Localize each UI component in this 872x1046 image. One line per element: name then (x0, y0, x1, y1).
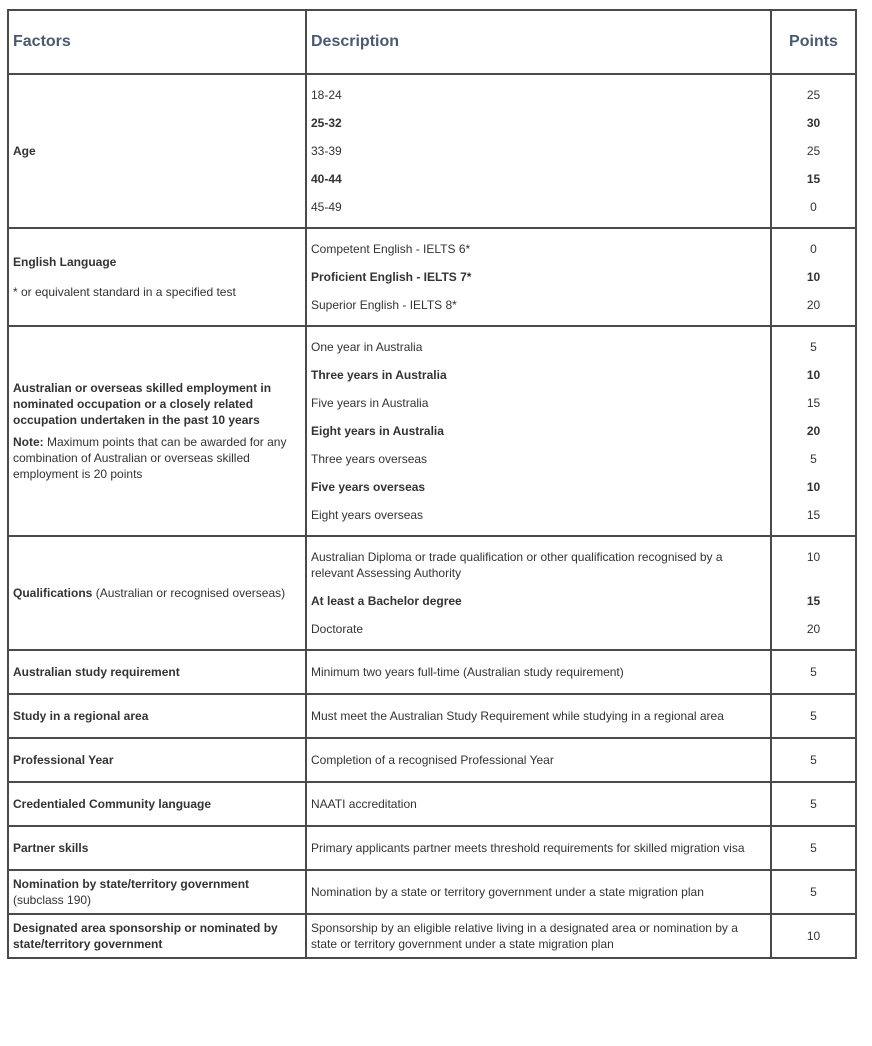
factor-title: Australian or overseas skilled employment in nominated occupation or a closely related occupation undertaken in the past 10 years (13, 381, 272, 427)
desc-line: 33-39 (311, 144, 342, 158)
desc-text: Completion of a recognised Professional Year (306, 738, 771, 782)
row-employment (8, 326, 856, 536)
row-professional-year (8, 738, 856, 782)
points-value: 5 (810, 452, 817, 466)
desc-text: Minimum two years full-time (Australian study requirement) (306, 650, 771, 694)
row-study-requirement (8, 650, 856, 694)
desc-line: 18-24 (311, 88, 342, 102)
points-qualifications (771, 536, 856, 650)
desc-text: Must meet the Australian Study Requirement while studying in a regional area (306, 694, 771, 738)
desc-line: Australian Diploma or trade qualification or other qualification recognised by a relevant Assessing Authority (311, 550, 723, 580)
desc-line: Five years in Australia (311, 396, 429, 410)
points-value: 10 (806, 550, 821, 564)
factor-title: Nomination by state/territory government (13, 877, 250, 891)
desc-qualifications (306, 536, 771, 650)
factor-label: Partner skills (8, 826, 306, 870)
desc-text: Sponsorship by an eligible relative living in a designated area or nomination by a state or territory government under a state migration plan (306, 914, 771, 958)
factor-english (8, 228, 306, 326)
note-text: Maximum points that can be awarded for any combination of Australian or overseas skilled employment is 20 points (13, 435, 287, 481)
points-value: 20 (806, 622, 821, 636)
desc-text: NAATI accreditation (306, 782, 771, 826)
row-nomination (8, 870, 856, 914)
factor-label: Designated area sponsorship or nominated by state/territory government (8, 914, 306, 958)
points-table (7, 9, 857, 959)
desc-line: Eight years overseas (311, 508, 424, 522)
points-value: 10 (771, 914, 856, 958)
factor-suffix: (subclass 190) (13, 893, 92, 907)
header-factors: Factors (8, 10, 306, 74)
desc-line: Three years overseas (311, 452, 428, 466)
desc-age (306, 74, 771, 228)
row-qualifications (8, 536, 856, 650)
desc-employment (306, 326, 771, 536)
points-value: 5 (810, 340, 817, 354)
desc-line: At least a Bachelor degree (311, 594, 462, 608)
points-value: 10 (806, 480, 821, 494)
row-partner-skills (8, 826, 856, 870)
factor-label: Australian study requirement (8, 650, 306, 694)
points-value: 10 (806, 270, 821, 284)
points-value: 10 (806, 368, 821, 382)
desc-line: Superior English - IELTS 8* (311, 298, 457, 312)
factor-title: Qualifications (13, 586, 93, 600)
points-value: 15 (806, 396, 821, 410)
desc-line: Competent English - IELTS 6* (311, 242, 471, 256)
points-value: 15 (806, 594, 821, 608)
desc-line: One year in Australia (311, 340, 423, 354)
points-value: 0 (810, 242, 817, 256)
points-value: 20 (806, 424, 821, 438)
factor-employment (8, 326, 306, 536)
points-employment (771, 326, 856, 536)
header-points: Points (771, 10, 856, 74)
factor-label: Credentialed Community language (8, 782, 306, 826)
row-community-language (8, 782, 856, 826)
factor-note: * or equivalent standard in a specified test (13, 285, 236, 299)
points-value: 25 (806, 144, 821, 158)
factor-title: English Language (13, 255, 117, 269)
points-value: 15 (806, 172, 821, 186)
desc-line: Five years overseas (311, 480, 426, 494)
header-row (8, 10, 856, 74)
factor-label: Professional Year (8, 738, 306, 782)
header-description: Description (306, 10, 771, 74)
factor-suffix: (Australian or recognised overseas) (95, 586, 286, 600)
points-age (771, 74, 856, 228)
desc-line: 40-44 (311, 172, 342, 186)
row-age (8, 74, 856, 228)
points-value: 20 (806, 298, 821, 312)
factor-label: Study in a regional area (8, 694, 306, 738)
points-value: 5 (771, 782, 856, 826)
desc-line: Doctorate (311, 622, 364, 636)
row-english (8, 228, 856, 326)
factor-qualifications (8, 536, 306, 650)
points-value: 5 (771, 738, 856, 782)
factor-age: Age (8, 74, 306, 228)
points-english (771, 228, 856, 326)
factor-nomination (8, 870, 306, 914)
points-value: 5 (771, 826, 856, 870)
desc-text: Primary applicants partner meets threshold requirements for skilled migration visa (306, 826, 771, 870)
points-value: 5 (771, 870, 856, 914)
desc-line: 45-49 (311, 200, 342, 214)
note-label: Note: (13, 435, 44, 449)
row-designated-area (8, 914, 856, 958)
points-value: 0 (810, 200, 817, 214)
desc-line: Proficient English - IELTS 7* (311, 270, 472, 284)
points-value: 15 (806, 508, 821, 522)
points-value: 5 (771, 650, 856, 694)
points-value: 30 (806, 116, 821, 130)
desc-line: Three years in Australia (311, 368, 447, 382)
desc-text: Nomination by a state or territory government under a state migration plan (306, 870, 771, 914)
row-regional-study (8, 694, 856, 738)
points-value: 5 (771, 694, 856, 738)
desc-line: 25-32 (311, 116, 342, 130)
desc-english (306, 228, 771, 326)
points-value: 25 (806, 88, 821, 102)
desc-line: Eight years in Australia (311, 424, 444, 438)
